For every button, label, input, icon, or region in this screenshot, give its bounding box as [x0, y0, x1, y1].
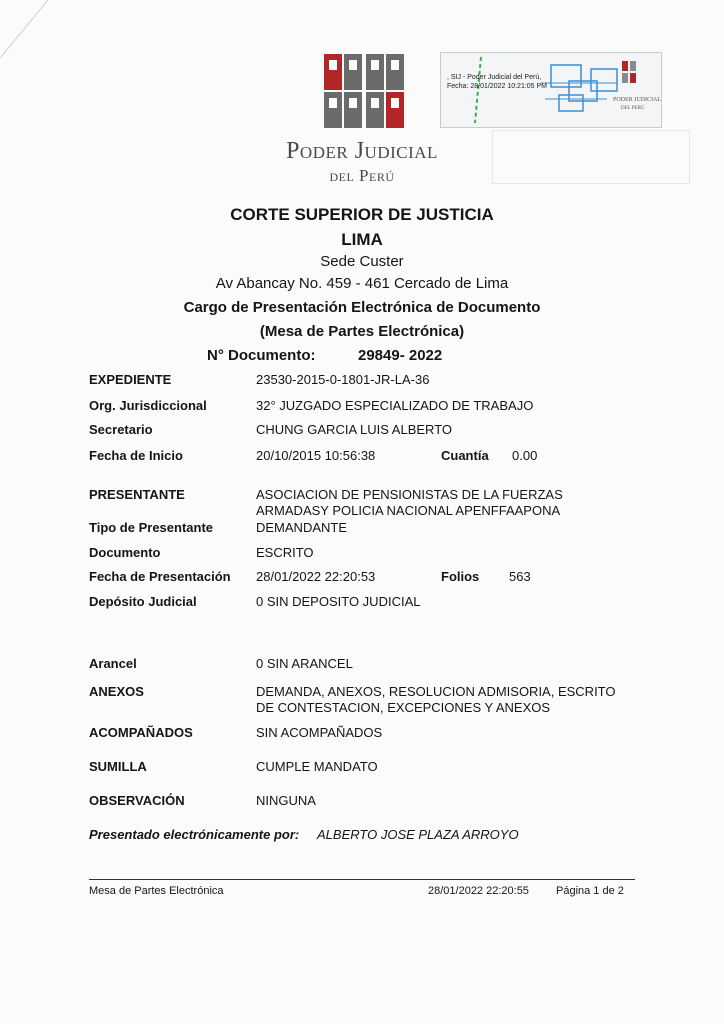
footer-divider: [89, 879, 635, 880]
poder-judicial-logo: [320, 52, 410, 130]
document-title: Cargo de Presentación Electrónica de Documento: [183, 299, 541, 316]
document-number-row: [207, 347, 443, 364]
anexos-value-line2: DE CONTESTACION, EXCEPCIONES Y ANEXOS: [256, 700, 551, 715]
arancel-value: 0 SIN ARANCEL: [256, 656, 353, 671]
document-number-label: N° Documento:: [207, 347, 316, 364]
presented-by-name: ALBERTO JOSE PLAZA ARROYO: [317, 827, 519, 842]
digital-signature-stamp: [440, 52, 662, 128]
document-number: 29849- 2022: [358, 347, 443, 364]
faded-stamp-box: [492, 130, 690, 184]
court-address: Av Abancay No. 459 - 461 Cercado de Lima: [215, 275, 509, 292]
arancel-label: Arancel: [89, 656, 137, 671]
deposito-value: 0 SIN DEPOSITO JUDICIAL: [256, 594, 421, 609]
documento-value: ESCRITO: [256, 545, 314, 560]
cuantia-label: Cuantía: [441, 448, 489, 463]
presentante-value-line1: ASOCIACION DE PENSIONISTAS DE LA FUERZAS: [256, 487, 563, 502]
brand-name: Poder Judicial: [286, 138, 438, 164]
observacion-value: NINGUNA: [256, 793, 316, 808]
acompanados-value: SIN ACOMPAÑADOS: [256, 725, 383, 740]
secretario-value: CHUNG GARCIA LUIS ALBERTO: [256, 422, 453, 437]
document-subtitle: (Mesa de Partes Electrónica): [259, 323, 465, 340]
svg-text:PODER JUDICIAL: PODER JUDICIAL: [613, 97, 661, 103]
observacion-label: OBSERVACIÓN: [89, 793, 185, 808]
sumilla-value: CUMPLE MANDATO: [256, 759, 378, 774]
deposito-label: Depósito Judicial: [89, 594, 197, 609]
footer-left: Mesa de Partes Electrónica: [89, 885, 224, 897]
fecha-inicio-value: 20/10/2015 10:56:38: [256, 448, 376, 463]
tipo-value: DEMANDANTE: [256, 520, 348, 535]
presented-by-label: Presentado electrónicamente por:: [89, 827, 300, 842]
svg-text:DEL PERÚ: DEL PERÚ: [621, 106, 645, 111]
documento-label: Documento: [89, 545, 161, 560]
presented-by: [89, 827, 519, 842]
footer-page: Página 1 de 2: [556, 885, 624, 897]
secretario-label: Secretario: [89, 422, 153, 437]
court-title: CORTE SUPERIOR DE JUSTICIA: [230, 205, 494, 224]
fecha-inicio-label: Fecha de Inicio: [89, 448, 183, 463]
court-city: LIMA: [341, 230, 383, 249]
org-value: 32° JUZGADO ESPECIALIZADO DE TRABAJO: [256, 398, 534, 413]
anexos-label: ANEXOS: [89, 684, 144, 699]
expediente-label: EXPEDIENTE: [89, 372, 172, 387]
scan-edge-line: [0, 0, 60, 60]
brand-subtitle: del Perú: [329, 166, 395, 185]
expediente-value: 23530-2015-0-1801-JR-LA-36: [256, 372, 430, 387]
org-label: Org. Jurisdiccional: [89, 398, 207, 413]
tipo-label: Tipo de Presentante: [89, 520, 214, 535]
footer-datetime: 28/01/2022 22:20:55: [428, 885, 529, 897]
cuantia-value: 0.00: [512, 448, 538, 463]
presentante-label: PRESENTANTE: [89, 487, 185, 502]
signature-text: , SIJ - Poder Judicial del Perú, Fecha: 28/01/2022 10:21:05 PM: [447, 74, 548, 90]
sumilla-label: SUMILLA: [89, 759, 147, 774]
folios-value: 563: [509, 569, 531, 584]
acompanados-label: ACOMPAÑADOS: [89, 725, 193, 740]
fecha-presentacion-value: 28/01/2022 22:20:53: [256, 569, 376, 584]
anexos-value-line1: DEMANDA, ANEXOS, RESOLUCION ADMISORIA, ESCRITO: [256, 684, 616, 699]
fecha-presentacion-label: Fecha de Presentación: [89, 569, 231, 584]
presentante-value-line2: ARMADASY POLICIA NACIONAL APENFFAAPONA: [256, 503, 561, 518]
court-sede: Sede Custer: [320, 253, 404, 270]
folios-label: Folios: [441, 569, 480, 584]
